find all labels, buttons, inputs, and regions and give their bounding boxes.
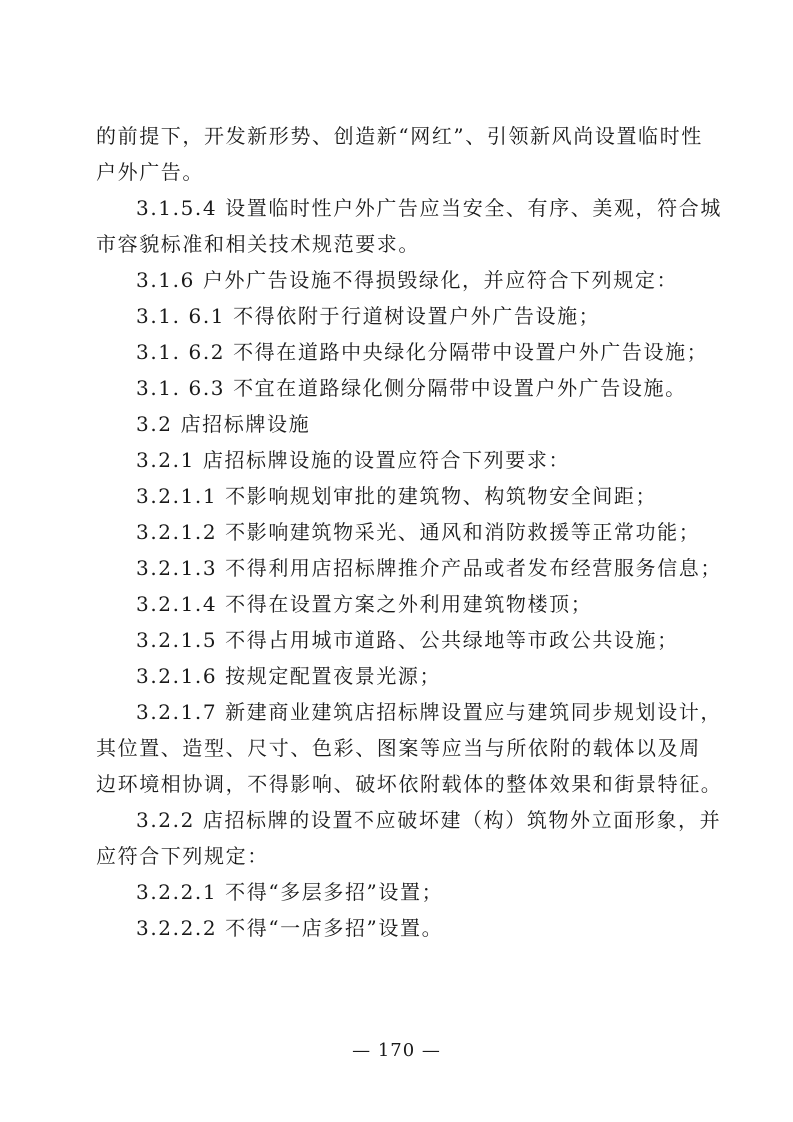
clause-3-2-1-1: 3.2.1.1 不影响规划审批的建筑物、构筑物安全间距；: [136, 484, 658, 508]
document-body: [96, 118, 723, 946]
text-line: 户外广告。: [96, 160, 204, 184]
clause-3-1-5-4: 3.1.5.4 设置临时性户外广告应当安全、有序、美观，符合城: [136, 196, 722, 220]
clause-3-2-1: 3.2.1 店招标牌设施的设置应符合下列要求：: [136, 448, 571, 472]
clause-3-1-6: 3.1.6 户外广告设施不得损毁绿化，并应符合下列规定：: [136, 268, 679, 292]
text-line: 应符合下列规定：: [96, 844, 269, 868]
clause-3-2-1-4: 3.2.1.4 不得在设置方案之外利用建筑物楼顶；: [136, 592, 593, 616]
section-heading-3-2: 3.2 店招标牌设施: [136, 412, 311, 436]
clause-3-2-1-7: 3.2.1.7 新建商业建筑店招标牌设置应与建筑同步规划设计，: [136, 700, 722, 724]
clause-3-2-1-5: 3.2.1.5 不得占用城市道路、公共绿地等市政公共设施；: [136, 628, 679, 652]
clause-3-1-6-2: 3.1. 6.2 不得在道路中央绿化分隔带中设置户外广告设施；: [136, 340, 709, 364]
page-number: — 170 —: [352, 1040, 441, 1061]
clause-3-2-2-1: 3.2.2.1 不得“多层多招”设置；: [136, 880, 444, 904]
clause-3-1-6-3: 3.1. 6.3 不宜在道路绿化侧分隔带中设置户外广告设施。: [136, 376, 687, 400]
clause-3-1-6-1: 3.1. 6.1 不得依附于行道树设置户外广告设施；: [136, 304, 601, 328]
text-line: 市容貌标准和相关技术规范要求。: [96, 232, 420, 256]
text-line: 边环境相协调，不得影响、破坏依附载体的整体效果和街景特征。: [96, 772, 723, 796]
text-line: 其位置、造型、尺寸、色彩、图案等应当与所依附的载体以及周: [96, 736, 701, 760]
clause-3-2-1-3: 3.2.1.3 不得利用店招标牌推介产品或者发布经营服务信息；: [136, 556, 722, 580]
clause-3-2-2: 3.2.2 店招标牌的设置不应破坏建（构）筑物外立面形象，并: [136, 808, 722, 832]
clause-3-2-2-2: 3.2.2.2 不得“一店多招”设置。: [136, 916, 444, 940]
text-line: 的前提下，开发新形势、创造新“网红”、引领新风尚设置临时性: [96, 124, 703, 148]
clause-3-2-1-2: 3.2.1.2 不影响建筑物采光、通风和消防救援等正常功能；: [136, 520, 701, 544]
clause-3-2-1-6: 3.2.1.6 按规定配置夜景光源；: [136, 664, 442, 688]
